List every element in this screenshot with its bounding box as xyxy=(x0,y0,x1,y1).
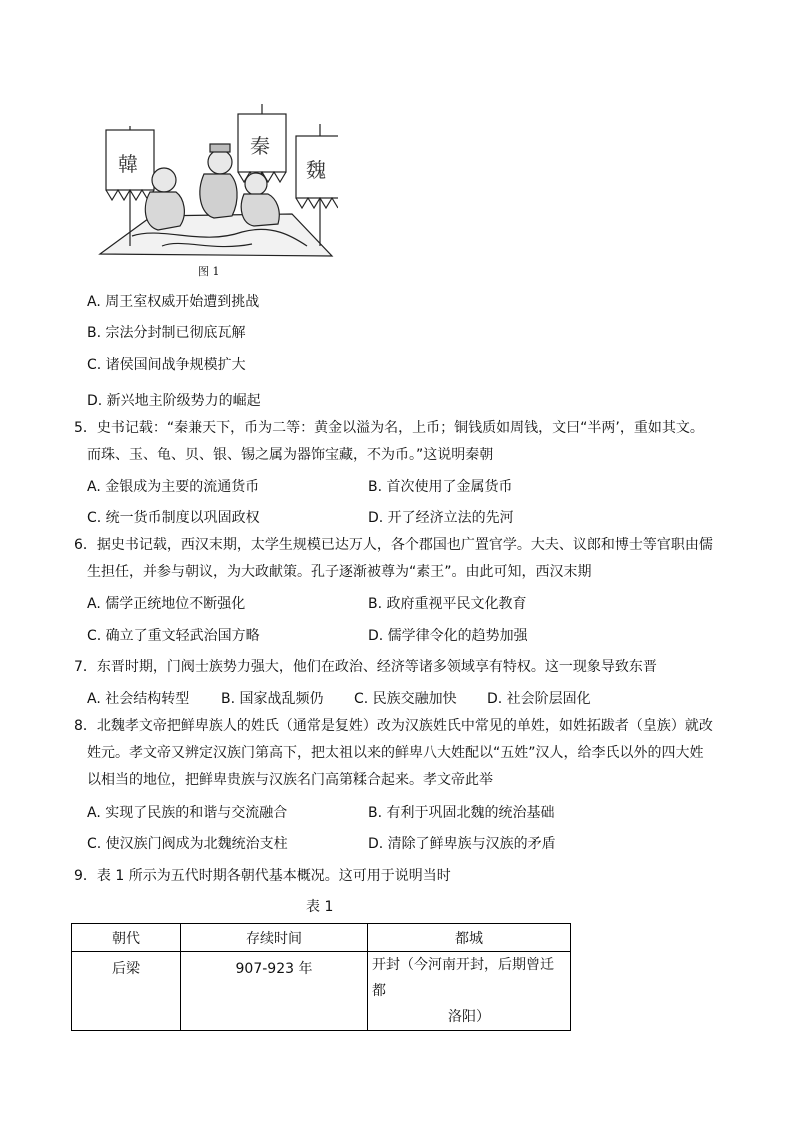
q5-option-a: A. 金银成为主要的流通货币 xyxy=(87,479,260,495)
q7-stem-line1: 7．东晋时期，门阀士族势力强大，他们在政治、经济等诸多领域享有特权。这一现象导致东晋 xyxy=(74,659,657,675)
table-header-dynasty: 朝代 xyxy=(72,924,181,952)
figure-caption: 图 1 xyxy=(198,265,220,278)
q4-option-a: A. 周王室权威开始遭到挑战 xyxy=(87,294,260,310)
q4-option-c: C. 诸侯国间战争规模扩大 xyxy=(87,357,246,373)
banner-qin-label: 秦 xyxy=(250,134,270,158)
table-header-row xyxy=(72,924,571,952)
q4-option-d: D. 新兴地主阶级势力的崛起 xyxy=(87,393,261,409)
q8-option-d: D. 清除了鲜卑族与汉族的矛盾 xyxy=(368,836,556,852)
q8-stem-line2: 姓元。孝文帝又辨定汉族门第高下，把太祖以来的鲜卑八大姓配以“五姓”汉人，给李氏以外的四大姓 xyxy=(87,745,704,761)
q5-option-b: B. 首次使用了金属货币 xyxy=(368,479,513,495)
q8-stem-line1: 8．北魏孝文帝把鲜卑族人的姓氏（通常是复姓）改为汉族姓氏中常见的单姓，如姓拓跋者（皇族）就改 xyxy=(74,718,713,734)
q7-option-a: A. 社会结构转型 xyxy=(87,691,190,707)
q6-option-c: C. 确立了重文轻武治国方略 xyxy=(87,628,260,644)
banner-wei-label: 魏 xyxy=(306,158,326,182)
banner-han-label: 韓 xyxy=(118,152,138,176)
table-cell-capital-line2: 洛阳） xyxy=(448,1009,490,1025)
table-cell-period: 907-923 年 xyxy=(181,952,368,1031)
q9-stem-line1: 9．表 1 所示为五代时期各朝代基本概况。这可用于说明当时 xyxy=(74,868,451,884)
q7-option-d: D. 社会阶层固化 xyxy=(487,691,591,707)
q7-option-c: C. 民族交融加快 xyxy=(354,691,457,707)
table-cell-dynasty: 后梁 xyxy=(72,952,181,1031)
q8-option-a: A. 实现了民族的和谐与交流融合 xyxy=(87,805,288,821)
table-title: 表 1 xyxy=(306,899,334,915)
q4-option-b: B. 宗法分封制已彻底瓦解 xyxy=(87,325,246,341)
q6-stem-line2: 生担任，并参与朝议，为大政献策。孔子逐渐被尊为“素王”。由此可知，西汉末期 xyxy=(87,564,592,580)
q5-stem-line2: 而珠、玉、龟、贝、银、锡之属为器饰宝藏，不为币。”这说明秦朝 xyxy=(87,447,494,463)
q8-stem-line3: 以相当的地位，把鲜卑贵族与汉族名门高第糅合起来。孝文帝此举 xyxy=(87,772,493,788)
q5-option-c: C. 统一货币制度以巩固政权 xyxy=(87,510,260,526)
table-cell-capital-line1: 开封（今河南开封，后期曾迁都 xyxy=(372,957,554,999)
table-cell-capital xyxy=(368,952,571,1031)
q5-stem-line1: 5．史书记载：“秦兼天下，币为二等：黄金以溢为名，上币；铜钱质如周钱，文曰“半两’，重如其文。 xyxy=(74,420,704,436)
table-header-capital: 都城 xyxy=(368,924,571,952)
dynasty-table xyxy=(71,923,571,1031)
q6-option-d: D. 儒学律令化的趋势加强 xyxy=(368,628,528,644)
q5-option-d: D. 开了经济立法的先河 xyxy=(368,510,514,526)
q6-option-b: B. 政府重视平民文化教育 xyxy=(368,596,527,612)
q8-option-c: C. 使汉族门阀成为北魏统治支柱 xyxy=(87,836,288,852)
table-row xyxy=(72,952,571,1031)
table-header-period: 存续时间 xyxy=(181,924,368,952)
q6-option-a: A. 儒学正统地位不断强化 xyxy=(87,596,246,612)
q8-option-b: B. 有利于巩固北魏的统治基础 xyxy=(368,805,555,821)
figure-1-illustration xyxy=(92,96,338,282)
q7-option-b: B. 国家战乱频仍 xyxy=(221,691,324,707)
q6-stem-line1: 6．据史书记载，西汉末期，太学生规模已达万人，各个郡国也广置官学。大夫、议郎和博士等官职由儒 xyxy=(74,537,713,553)
